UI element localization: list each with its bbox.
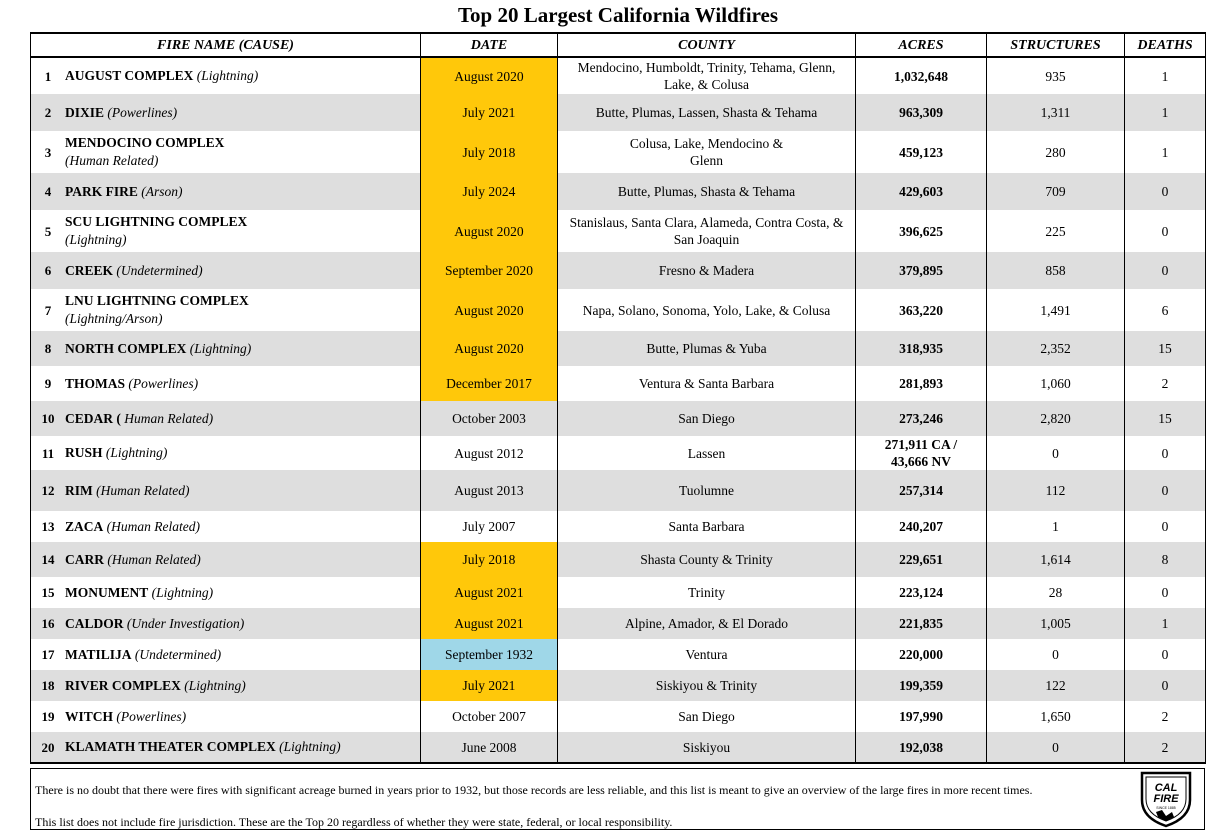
fire-rank: 11: [41, 445, 55, 461]
fire-structures: 1,060: [987, 366, 1125, 401]
fire-name-cell: [31, 289, 421, 331]
fire-county: [558, 210, 856, 252]
fire-structures: 225: [987, 210, 1125, 252]
fire-cause: (Powerlines): [107, 104, 178, 120]
logo-top-text: CAL: [1154, 782, 1178, 794]
fire-name-cell: [31, 701, 421, 732]
table-row: [31, 173, 1206, 210]
fire-deaths: 0: [1125, 670, 1206, 701]
table-row: [31, 701, 1206, 732]
fire-rank: 10: [41, 411, 55, 426]
fire-county: Butte, Plumas & Yuba: [558, 331, 856, 366]
logo-since-text: SINCE 1885: [1156, 806, 1176, 810]
fire-structures: 1,650: [987, 701, 1125, 732]
notes-box: [30, 768, 1205, 830]
fire-date: September 1932: [421, 639, 558, 670]
fire-deaths: 2: [1125, 732, 1206, 763]
fire-structures: 122: [987, 670, 1125, 701]
fire-cause: (Lightning): [151, 584, 214, 600]
fire-county-text: Colusa, Lake, Mendocino & Glenn: [629, 136, 784, 168]
wildfires-table: [30, 32, 1206, 764]
fire-deaths: 0: [1125, 173, 1206, 210]
table-row: [31, 94, 1206, 131]
fire-deaths: 6: [1125, 289, 1206, 331]
fire-deaths: 2: [1125, 366, 1206, 401]
fire-date: July 2007: [421, 511, 558, 542]
fire-acres: 429,603: [856, 173, 987, 210]
fire-county: Lassen: [558, 436, 856, 470]
fire-structures: 0: [987, 436, 1125, 470]
fire-county: Butte, Plumas, Lassen, Shasta & Tehama: [558, 94, 856, 131]
fire-structures: 0: [987, 732, 1125, 763]
fire-name-cell: [31, 639, 421, 670]
fire-acres: 273,246: [856, 401, 987, 436]
fire-name: CREEK: [65, 262, 114, 278]
fire-acres: 396,625: [856, 210, 987, 252]
fire-name-cell: [31, 131, 421, 173]
fire-name: MONUMENT: [65, 584, 149, 600]
fire-name: RUSH: [65, 445, 103, 460]
cal-fire-logo: [1138, 770, 1194, 828]
fire-county: Siskiyou & Trinity: [558, 670, 856, 701]
fire-county: Ventura & Santa Barbara: [558, 366, 856, 401]
fire-deaths: 15: [1125, 401, 1206, 436]
fire-date: December 2017: [421, 366, 558, 401]
column-header-county: COUNTY: [558, 33, 856, 57]
fire-structures: 1,005: [987, 608, 1125, 639]
fire-acres: 197,990: [856, 701, 987, 732]
fire-rank: 2: [44, 105, 52, 120]
fire-deaths: 1: [1125, 608, 1206, 639]
fire-structures: 280: [987, 131, 1125, 173]
fire-rank: 15: [41, 585, 55, 600]
fire-name: MENDOCINO COMPLEX: [65, 135, 225, 150]
fire-county: [558, 131, 856, 173]
fire-structures: 112: [987, 470, 1125, 511]
fire-deaths: 0: [1125, 210, 1206, 252]
fire-deaths: 0: [1125, 470, 1206, 511]
column-header-deaths: DEATHS: [1125, 33, 1206, 57]
fire-county: Fresno & Madera: [558, 252, 856, 289]
fire-rank: 1: [44, 68, 52, 84]
fire-structures: 1,614: [987, 542, 1125, 577]
note-reliability: There is no doubt that there were fires with significant acreage burned in years prior to 1932, but those records are less reliable, and this list is meant to give an overview of the large fires in more recent times.: [35, 783, 1033, 797]
fire-cause: (Human Related): [106, 518, 200, 534]
fire-county: Ventura: [558, 639, 856, 670]
logo-bottom-text: FIRE: [1153, 793, 1179, 805]
page-title: Top 20 Largest California Wildfires: [457, 3, 779, 27]
table-row: [31, 577, 1206, 608]
fire-rank: 4: [44, 184, 52, 199]
fire-date: July 2018: [421, 131, 558, 173]
fire-rank: 6: [44, 263, 52, 278]
table-row: [31, 331, 1206, 366]
fire-acres: 221,835: [856, 608, 987, 639]
fire-name-cell: [31, 470, 421, 511]
fire-name-cell: [31, 732, 421, 763]
fire-deaths: 2: [1125, 701, 1206, 732]
fire-name: SCU LIGHTNING COMPLEX: [65, 214, 248, 229]
table-row: [31, 732, 1206, 763]
table-row: [31, 210, 1206, 252]
table-row: [31, 57, 1206, 94]
fire-date: July 2018: [421, 542, 558, 577]
fire-name-cell: [31, 57, 421, 94]
fire-acres: 223,124: [856, 577, 987, 608]
fire-deaths: 0: [1125, 252, 1206, 289]
fire-county-text: Mendocino, Humboldt, Trinity, Tehama, Glenn, Lake, & Colusa: [577, 60, 836, 92]
fire-rank: 9: [44, 376, 52, 391]
fire-name: ZACA: [65, 518, 104, 534]
fire-name: LNU LIGHTNING COMPLEX: [65, 293, 249, 308]
fire-structures: 935: [987, 57, 1125, 94]
fire-acres: 220,000: [856, 639, 987, 670]
fire-cause: (Arson): [141, 183, 183, 199]
fire-name-cell: [31, 331, 421, 366]
fire-name-cell: [31, 436, 421, 470]
fire-cause: (Powerlines): [128, 375, 199, 391]
fire-cause: (Undetermined): [134, 646, 222, 662]
fire-deaths: 0: [1125, 639, 1206, 670]
fire-county: Trinity: [558, 577, 856, 608]
table-row: [31, 366, 1206, 401]
fire-date: August 2020: [421, 210, 558, 252]
fire-cause: Human Related): [124, 410, 214, 426]
fire-cause: (Human Related): [96, 482, 190, 498]
table-row: [31, 639, 1206, 670]
fire-rank: 5: [44, 223, 52, 239]
fire-county: Siskiyou: [558, 732, 856, 763]
fire-structures: 2,820: [987, 401, 1125, 436]
fire-name: RIM: [65, 482, 93, 498]
table-row: [31, 289, 1206, 331]
fire-date: August 2020: [421, 57, 558, 94]
fire-cause: (Lightning/Arson): [65, 311, 163, 326]
fire-name: CARR: [65, 551, 104, 567]
fire-date: August 2012: [421, 436, 558, 470]
fire-name: PARK FIRE: [65, 183, 138, 199]
fire-structures: 1,491: [987, 289, 1125, 331]
table-row: [31, 511, 1206, 542]
fire-name: WITCH: [65, 708, 114, 724]
fire-acres: 318,935: [856, 331, 987, 366]
fire-structures: 2,352: [987, 331, 1125, 366]
fire-date: September 2020: [421, 252, 558, 289]
fire-acres: 199,359: [856, 670, 987, 701]
fire-deaths: 1: [1125, 94, 1206, 131]
fire-cause: (Lightning): [196, 68, 259, 83]
fire-rank: 17: [41, 647, 55, 662]
fire-county: Butte, Plumas, Shasta & Tehama: [558, 173, 856, 210]
fire-name: RIVER COMPLEX: [65, 677, 181, 693]
cal-fire-shield-icon: [1138, 770, 1194, 828]
fire-cause: (Lightning): [189, 340, 252, 356]
fire-acres: 363,220: [856, 289, 987, 331]
note-jurisdiction: This list does not include fire jurisdiction. These are the Top 20 regardless of whether they were state, federal, or local responsibility.: [35, 815, 673, 829]
fire-deaths: 1: [1125, 131, 1206, 173]
fire-name: DIXIE: [65, 104, 105, 120]
fire-name: THOMAS: [65, 375, 126, 391]
fire-acres: 229,651: [856, 542, 987, 577]
fire-county: [558, 57, 856, 94]
table-row: [31, 131, 1206, 173]
fire-date: August 2021: [421, 577, 558, 608]
fire-name: MATILIJA: [65, 646, 132, 662]
fire-cause: (Lightning): [279, 739, 341, 754]
table-row: [31, 670, 1206, 701]
fire-cause: (Under Investigation): [126, 615, 245, 631]
fire-county-text: Stanislaus, Santa Clara, Alameda, Contra Costa, & San Joaquin: [569, 215, 844, 247]
fire-date: October 2003: [421, 401, 558, 436]
fire-name-cell: [31, 252, 421, 289]
table-row: [31, 608, 1206, 639]
fire-name: NORTH COMPLEX: [65, 340, 187, 356]
fire-county: San Diego: [558, 401, 856, 436]
fire-rank: 20: [41, 739, 55, 755]
fire-acres: 459,123: [856, 131, 987, 173]
fire-rank: 14: [41, 552, 55, 567]
fire-name-cell: [31, 210, 421, 252]
fire-acres: 271,911 CA / 43,666 NV: [856, 436, 987, 470]
fire-cause: (Human Related): [107, 551, 201, 567]
fire-structures: 858: [987, 252, 1125, 289]
fire-county: Shasta County & Trinity: [558, 542, 856, 577]
fire-acres: 192,038: [856, 732, 987, 763]
fire-rank: 3: [44, 144, 52, 160]
fire-date: July 2024: [421, 173, 558, 210]
fire-name-cell: [31, 670, 421, 701]
fire-cause: (Powerlines): [116, 708, 187, 724]
column-header-structures: STRUCTURES: [987, 33, 1125, 57]
fire-date: October 2007: [421, 701, 558, 732]
fire-county: Santa Barbara: [558, 511, 856, 542]
fire-date: July 2021: [421, 670, 558, 701]
fire-name: CEDAR (: [65, 410, 121, 426]
fire-rank: 13: [41, 519, 55, 534]
fire-structures: 28: [987, 577, 1125, 608]
fire-name: CALDOR: [65, 615, 124, 631]
fire-rank: 7: [44, 302, 52, 318]
table-row: [31, 401, 1206, 436]
fire-deaths: 1: [1125, 57, 1206, 94]
fire-date: August 2021: [421, 608, 558, 639]
fire-acres: 963,309: [856, 94, 987, 131]
fire-deaths: 8: [1125, 542, 1206, 577]
fire-name: AUGUST COMPLEX: [65, 68, 194, 83]
fire-cause: (Human Related): [65, 153, 159, 168]
fire-rank: 8: [44, 341, 52, 356]
column-header-date: DATE: [421, 33, 558, 57]
fire-name-cell: [31, 511, 421, 542]
fire-name-cell: [31, 608, 421, 639]
fire-cause: (Undetermined): [116, 262, 203, 278]
fire-deaths: 0: [1125, 511, 1206, 542]
table-row: [31, 542, 1206, 577]
fire-rank: 12: [41, 483, 55, 498]
fire-cause: (Lightning): [184, 677, 246, 693]
fire-structures: 1,311: [987, 94, 1125, 131]
fire-name-cell: [31, 542, 421, 577]
table-body: [31, 57, 1206, 763]
column-header-name: FIRE NAME (CAUSE): [31, 33, 421, 57]
fire-name-cell: [31, 401, 421, 436]
fire-name: KLAMATH THEATER COMPLEX: [65, 739, 276, 754]
fire-deaths: 0: [1125, 436, 1206, 470]
fire-name-cell: [31, 173, 421, 210]
fire-rank: 18: [41, 678, 55, 693]
fire-county: Tuolumne: [558, 470, 856, 511]
fire-deaths: 15: [1125, 331, 1206, 366]
table-header-row: [31, 33, 1206, 57]
fire-cause: (Lightning): [65, 232, 127, 247]
fire-rank: 19: [41, 709, 55, 724]
table-row: [31, 252, 1206, 289]
fire-rank: 16: [41, 616, 55, 631]
fire-county: Napa, Solano, Sonoma, Yolo, Lake, & Colusa: [558, 289, 856, 331]
fire-structures: 0: [987, 639, 1125, 670]
fire-acres: 1,032,648: [856, 57, 987, 94]
fire-date: August 2013: [421, 470, 558, 511]
fire-county: San Diego: [558, 701, 856, 732]
fire-county: Alpine, Amador, & El Dorado: [558, 608, 856, 639]
fire-acres: 379,895: [856, 252, 987, 289]
fire-acres: 257,314: [856, 470, 987, 511]
fire-cause: (Lightning): [105, 445, 168, 460]
fire-name-cell: [31, 366, 421, 401]
table-row: [31, 436, 1206, 470]
fire-structures: 1: [987, 511, 1125, 542]
fire-date: August 2020: [421, 289, 558, 331]
table-row: [31, 470, 1206, 511]
fire-structures: 709: [987, 173, 1125, 210]
fire-acres: 240,207: [856, 511, 987, 542]
fire-deaths: 0: [1125, 577, 1206, 608]
fire-name-cell: [31, 577, 421, 608]
fire-acres: 281,893: [856, 366, 987, 401]
fire-date: June 2008: [421, 732, 558, 763]
fire-name-cell: [31, 94, 421, 131]
fire-date: August 2020: [421, 331, 558, 366]
column-header-acres: ACRES: [856, 33, 987, 57]
fire-date: July 2021: [421, 94, 558, 131]
